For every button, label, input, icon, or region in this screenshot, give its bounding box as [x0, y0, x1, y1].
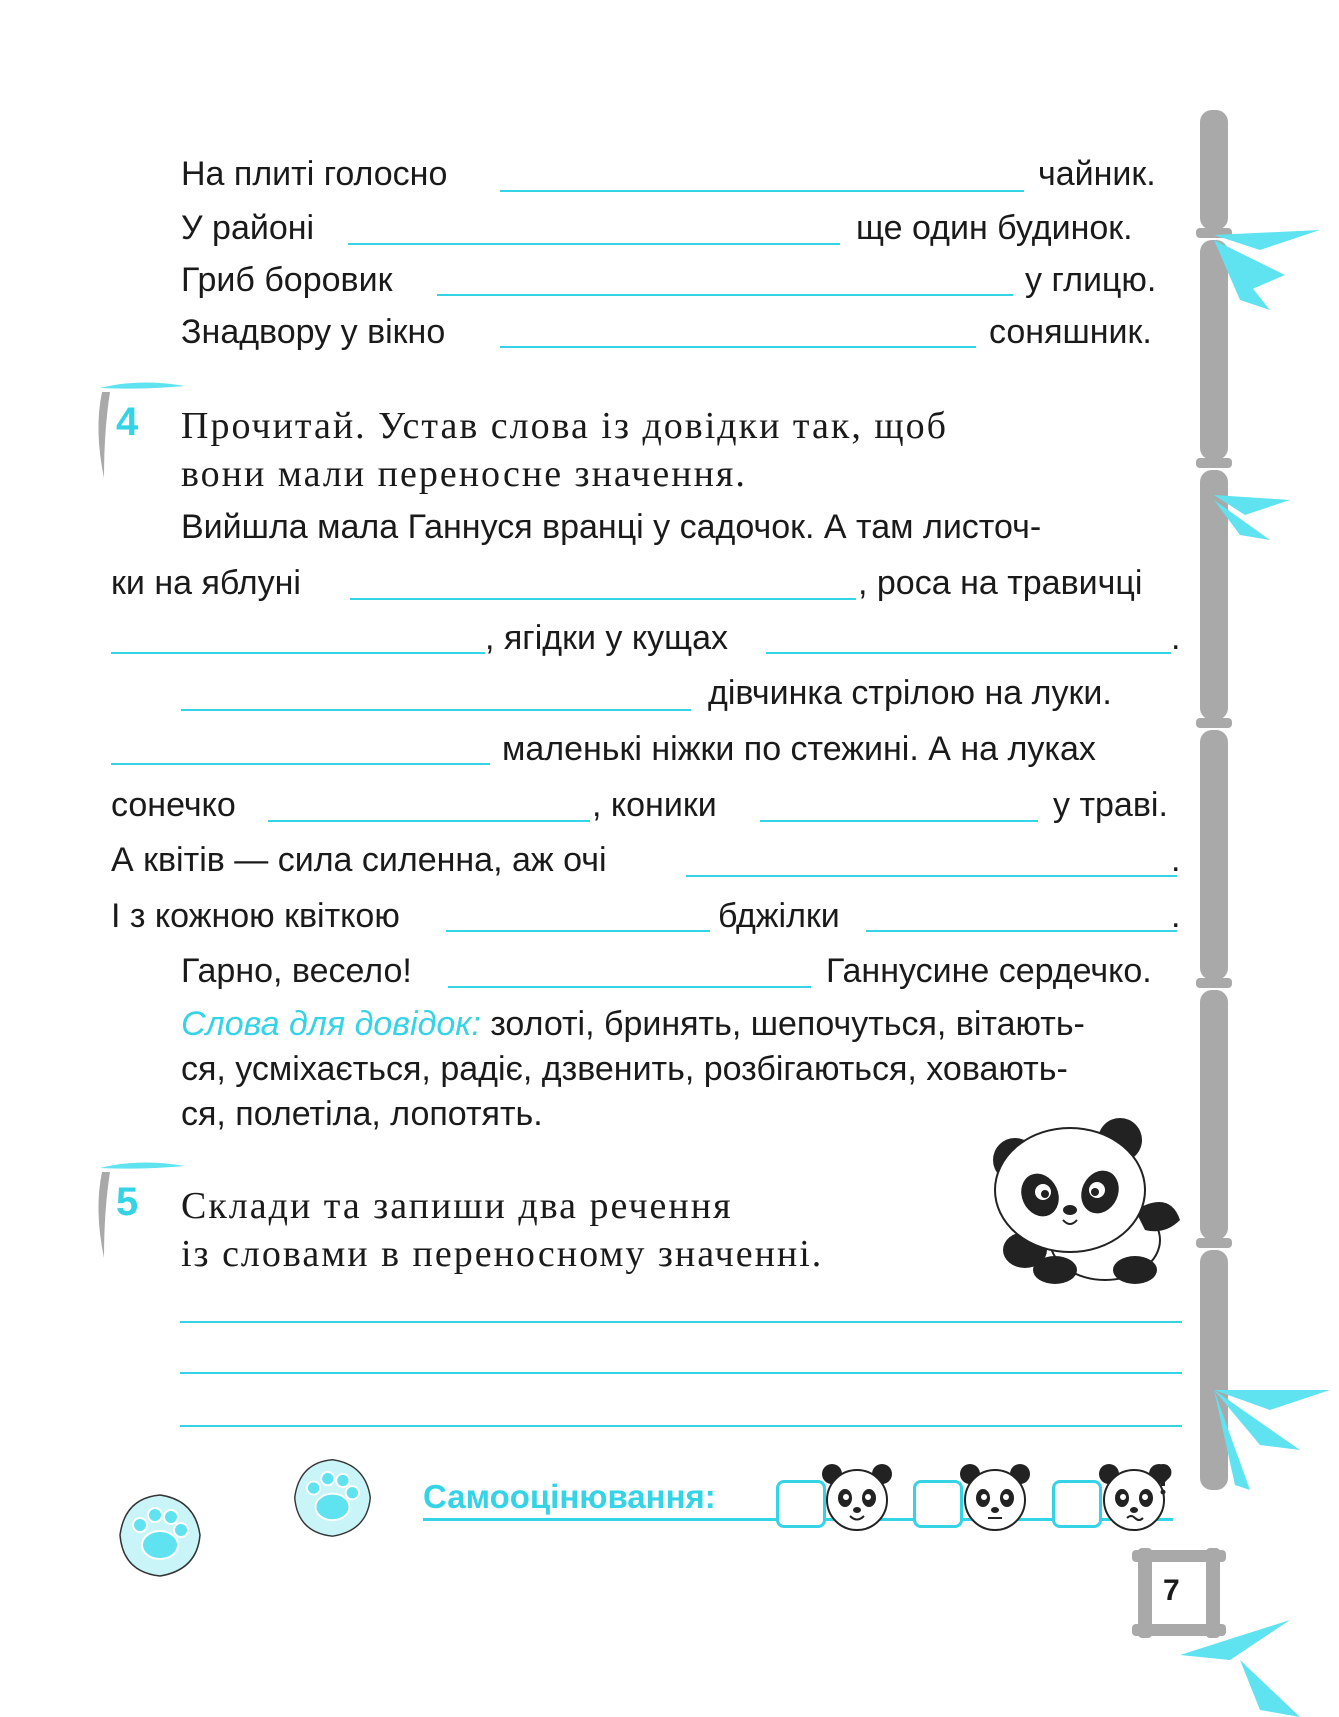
task4-line1: Вийшла мала Ганнуся вранці у садочок. А там листоч-	[181, 508, 1042, 546]
task4-blank-7[interactable]	[760, 820, 1038, 822]
task4-line3-mid: , ягідки у кущах	[485, 619, 728, 657]
panda-happy-icon	[818, 1460, 896, 1532]
sentence-4-blank[interactable]	[500, 346, 976, 348]
task4-line6-start: сонечко	[111, 786, 236, 824]
task4-blank-11[interactable]	[448, 986, 811, 988]
task5-title-line1: Склади та запиши два речення	[181, 1185, 733, 1227]
task4-line7-start: А квітів — сила силенна, аж очі	[111, 841, 607, 879]
sentence-4-end: соняшник.	[989, 313, 1152, 351]
self-assessment-label: Самооцінювання:	[423, 1478, 716, 1515]
task4-line2-end: , роса на травичці	[858, 564, 1143, 602]
sentence-2-end: ще один будинок.	[856, 209, 1133, 247]
task4-line7-end: .	[1171, 841, 1181, 879]
sentence-3-blank[interactable]	[437, 294, 1013, 296]
task4-blank-4[interactable]	[181, 709, 691, 711]
sentence-4-start: Знадвору у вікно	[181, 313, 446, 351]
reference-words-1: золоті, бринять, шепочуться, вітають-	[480, 1005, 1085, 1043]
task4-blank-1[interactable]	[350, 598, 856, 600]
reference-line2: ся, усміхається, радіє, дзвенить, розбігаються, ховають-	[181, 1050, 1068, 1088]
task5-number: 5	[116, 1180, 139, 1224]
panda-illustration	[985, 1110, 1185, 1290]
sentence-3-start: Гриб боровик	[181, 261, 393, 299]
page-number-frame	[1130, 1540, 1230, 1650]
task4-title-line1: Прочитай. Устав слова із довідки так, щоб	[181, 405, 948, 447]
sentence-1-blank[interactable]	[500, 190, 1024, 192]
reference-label: Слова для довідок:	[181, 1005, 481, 1043]
task4-line5: маленькі ніжки по стежині. А на луках	[502, 730, 1096, 768]
sentence-1-end: чайник.	[1038, 155, 1156, 193]
task5-marker	[90, 1160, 190, 1260]
task4-blank-2[interactable]	[111, 652, 485, 654]
sentence-2-start: У районі	[181, 209, 315, 247]
panda-confused-icon	[1095, 1460, 1173, 1532]
writing-line-2[interactable]	[180, 1372, 1182, 1374]
page-number: 7	[1163, 1574, 1180, 1607]
task4-number: 4	[116, 400, 139, 444]
task4-blank-9[interactable]	[446, 930, 710, 932]
task4-line3-end: .	[1171, 619, 1181, 657]
task4-line4: дівчинка стрілою на луки.	[708, 674, 1112, 712]
task4-line6-end: у траві.	[1053, 786, 1168, 824]
task4-blank-6[interactable]	[268, 820, 590, 822]
panda-neutral-icon	[956, 1460, 1034, 1532]
paw-icon	[290, 1455, 375, 1540]
task4-title-line2: вони мали переносне значення.	[181, 453, 747, 495]
task5-title-line2: із словами в переносному значенні.	[181, 1233, 824, 1275]
task4-blank-8[interactable]	[686, 875, 1177, 877]
writing-line-1[interactable]	[180, 1321, 1182, 1323]
task4-line8-mid: бджілки	[718, 897, 840, 935]
paw-icon	[115, 1490, 205, 1580]
task4-line2-start: ки на яблуні	[111, 564, 301, 602]
sentence-3-end: у глицю.	[1025, 261, 1157, 299]
writing-line-3[interactable]	[180, 1425, 1182, 1427]
task4-blank-5[interactable]	[111, 763, 490, 765]
reference-line3: ся, полетіла, лопотять.	[181, 1095, 543, 1133]
reference-line1	[181, 1004, 1085, 1044]
task4-blank-3[interactable]	[766, 652, 1171, 654]
task4-line9-end: Ганнусине сердечко.	[826, 952, 1152, 990]
sentence-1-start: На плиті голосно	[181, 155, 448, 193]
sentence-2-blank[interactable]	[348, 243, 840, 245]
task4-line8-end: .	[1171, 897, 1181, 935]
task4-blank-10[interactable]	[866, 930, 1177, 932]
task4-line6-mid: , коники	[592, 786, 717, 824]
task4-marker	[90, 380, 190, 480]
task4-line9-start: Гарно, весело!	[181, 952, 412, 990]
task4-line8-start: І з кожною квіткою	[111, 897, 400, 935]
